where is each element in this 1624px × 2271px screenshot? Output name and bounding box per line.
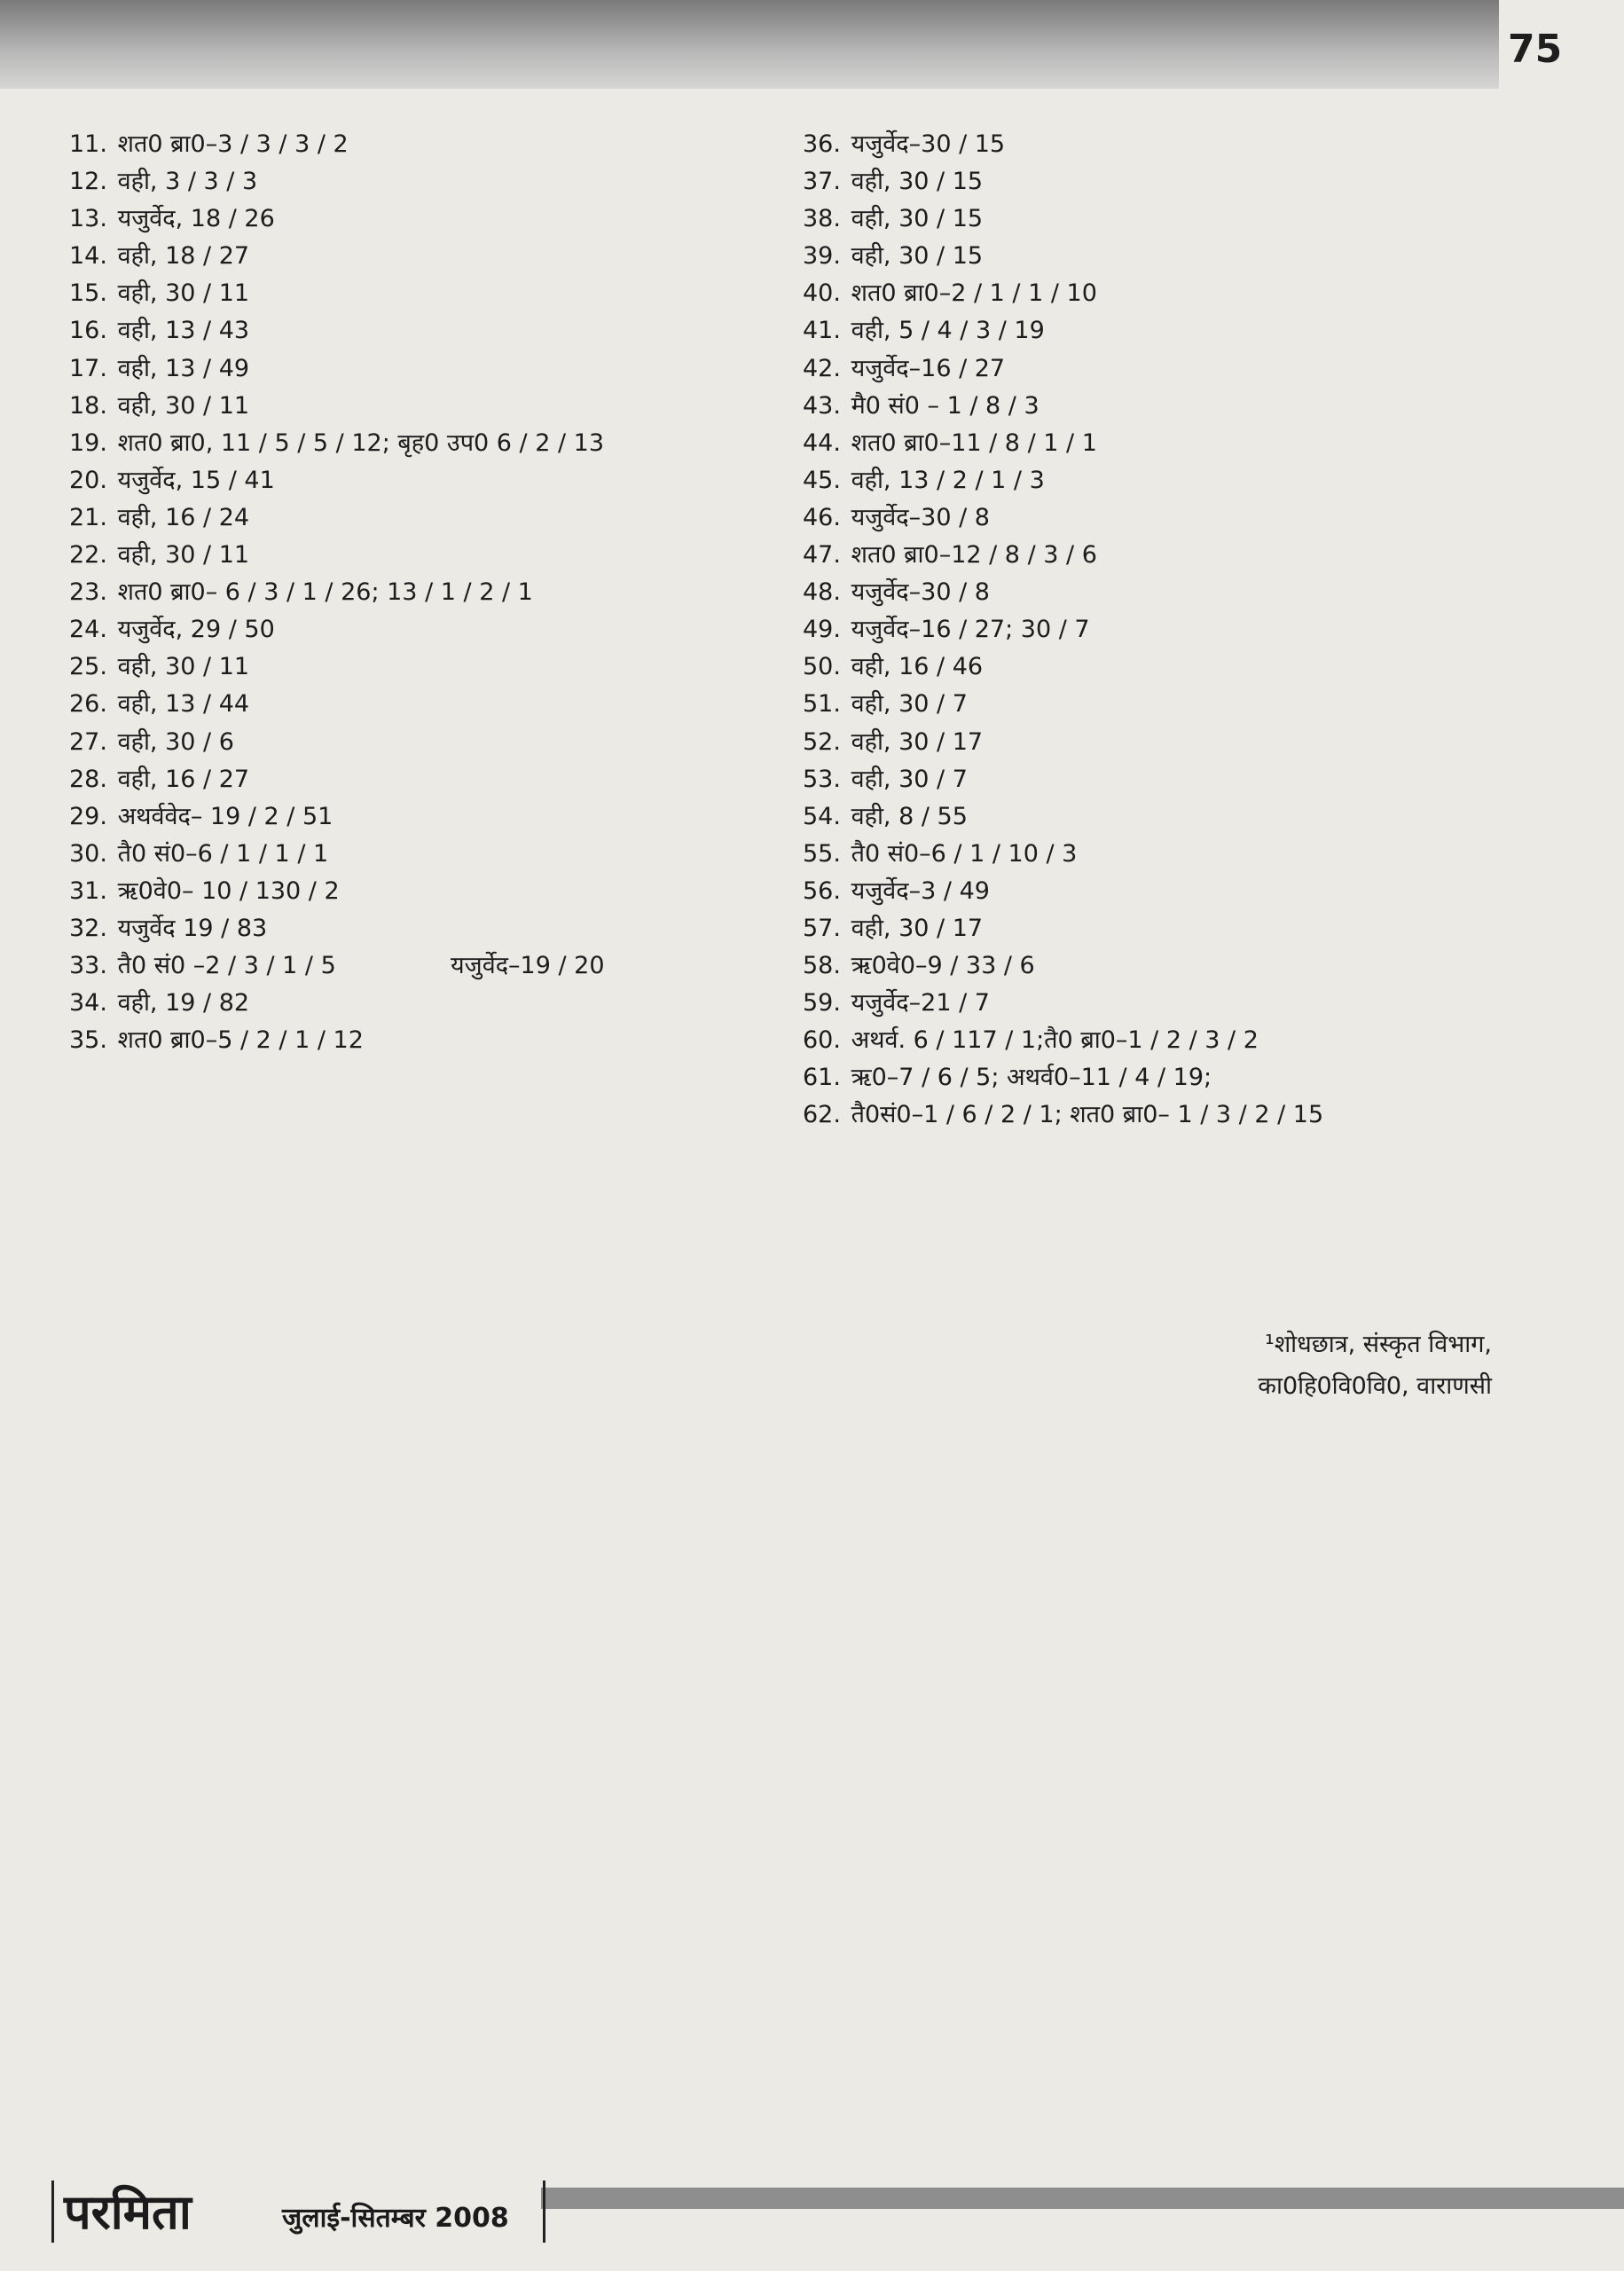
reference-text: यजुर्वेद–21 / 7 xyxy=(851,989,990,1018)
reference-number: 31. xyxy=(69,876,107,905)
reference-number: 23. xyxy=(69,578,107,607)
reference-number: 33. xyxy=(69,952,107,980)
reference-item xyxy=(803,836,1530,873)
reference-item xyxy=(803,1022,1530,1059)
reference-item xyxy=(803,425,1530,462)
reference-number: 52. xyxy=(803,727,841,756)
reference-number: 15. xyxy=(69,279,107,308)
reference-text: वही, 16 / 27 xyxy=(117,765,250,793)
reference-item xyxy=(803,910,1530,947)
reference-number: 40. xyxy=(803,279,841,308)
reference-number: 14. xyxy=(69,242,107,271)
reference-text: यजुर्वेद–30 / 15 xyxy=(851,130,1006,158)
reference-number: 34. xyxy=(69,989,107,1018)
reference-text: वही, 5 / 4 / 3 / 19 xyxy=(851,317,1045,345)
reference-text: शत0 ब्रा0–2 / 1 / 1 / 10 xyxy=(851,279,1097,308)
reference-number: 55. xyxy=(803,839,841,868)
reference-item xyxy=(803,724,1530,761)
reference-item xyxy=(69,499,796,537)
reference-item xyxy=(69,873,796,910)
reference-number: 20. xyxy=(69,466,107,494)
reference-text: वही, 3 / 3 / 3 xyxy=(117,168,258,196)
reference-number: 16. xyxy=(69,317,107,345)
footer-band xyxy=(541,2188,1624,2209)
reference-item xyxy=(803,611,1530,648)
reference-item xyxy=(803,163,1530,200)
reference-number: 39. xyxy=(803,242,841,271)
reference-number: 45. xyxy=(803,466,841,494)
reference-number: 41. xyxy=(803,317,841,345)
reference-item xyxy=(803,388,1530,425)
reference-item xyxy=(69,910,796,947)
reference-text: वही, 13 / 44 xyxy=(117,690,250,719)
reference-number: 26. xyxy=(69,690,107,719)
reference-text: शत0 ब्रा0–12 / 8 / 3 / 6 xyxy=(851,541,1097,570)
reference-text: वही, 16 / 24 xyxy=(117,503,250,531)
reference-text: वही, 18 / 27 xyxy=(117,242,250,271)
reference-number: 24. xyxy=(69,616,107,644)
author-affiliation-line-2: का0हि0वि0वि0, वाराणसी xyxy=(1258,1372,1492,1400)
reference-extra-text: यजुर्वेद–19 / 20 xyxy=(451,952,605,980)
reference-item xyxy=(803,947,1530,985)
reference-text: यजुर्वेद, 15 / 41 xyxy=(117,466,275,494)
reference-text: वही, 13 / 43 xyxy=(117,317,250,345)
reference-text: वही, 30 / 15 xyxy=(851,242,984,271)
reference-text: तै0सं0–1 / 6 / 2 / 1; शत0 ब्रा0– 1 / 3 / 2 / 15 xyxy=(851,1101,1324,1129)
reference-number: 37. xyxy=(803,168,841,196)
reference-text: शत0 ब्रा0–5 / 2 / 1 / 12 xyxy=(117,1026,364,1055)
reference-item xyxy=(69,537,796,574)
reference-item xyxy=(69,947,796,985)
reference-number: 54. xyxy=(803,802,841,830)
reference-number: 57. xyxy=(803,914,841,942)
reference-text: अथर्व. 6 / 117 / 1;तै0 ब्रा0–1 / 2 / 3 / 2 xyxy=(851,1026,1259,1055)
reference-item xyxy=(69,611,796,648)
reference-number: 51. xyxy=(803,690,841,719)
reference-text: वही, 13 / 2 / 1 / 3 xyxy=(851,466,1045,494)
reference-number: 30. xyxy=(69,839,107,868)
reference-item xyxy=(69,724,796,761)
reference-item xyxy=(803,686,1530,723)
reference-number: 44. xyxy=(803,428,841,457)
reference-number: 47. xyxy=(803,541,841,570)
reference-item xyxy=(69,200,796,238)
reference-text: यजुर्वेद–30 / 8 xyxy=(851,578,990,607)
issue-date: जुलाई-सितम्बर 2008 xyxy=(282,2203,509,2234)
reference-text: यजुर्वेद–30 / 8 xyxy=(851,503,990,531)
reference-text: शत0 ब्रा0–11 / 8 / 1 / 1 xyxy=(851,428,1097,457)
reference-text: शत0 ब्रा0–3 / 3 / 3 / 2 xyxy=(117,130,349,158)
reference-item xyxy=(803,873,1530,910)
reference-item xyxy=(69,985,796,1022)
reference-number: 25. xyxy=(69,653,107,681)
references-right-column xyxy=(803,126,1530,1135)
reference-item xyxy=(69,574,796,611)
page-footer xyxy=(0,2181,1624,2243)
reference-item xyxy=(803,238,1530,275)
reference-text: तै0 सं0 –2 / 3 / 1 / 5 xyxy=(117,952,336,980)
reference-text: यजुर्वेद–16 / 27; 30 / 7 xyxy=(851,616,1090,644)
reference-item xyxy=(69,350,796,388)
reference-text: ऋ0वे0–9 / 33 / 6 xyxy=(851,952,1035,980)
reference-text: वही, 30 / 7 xyxy=(851,765,968,793)
reference-item xyxy=(69,648,796,686)
reference-number: 18. xyxy=(69,391,107,420)
reference-number: 32. xyxy=(69,914,107,942)
reference-item xyxy=(69,126,796,163)
reference-number: 13. xyxy=(69,205,107,233)
reference-text: यजुर्वेद, 29 / 50 xyxy=(117,616,275,644)
reference-item xyxy=(69,1022,796,1059)
reference-text: वही, 30 / 7 xyxy=(851,690,968,719)
reference-text: मै0 सं0 – 1 / 8 / 3 xyxy=(851,391,1040,420)
reference-item xyxy=(803,1059,1530,1096)
reference-item xyxy=(803,537,1530,574)
reference-number: 42. xyxy=(803,354,841,382)
reference-item xyxy=(803,985,1530,1022)
reference-number: 11. xyxy=(69,130,107,158)
reference-item xyxy=(69,388,796,425)
reference-item xyxy=(803,200,1530,238)
reference-text: अथर्ववेद– 19 / 2 / 51 xyxy=(117,802,333,830)
reference-text: वही, 19 / 82 xyxy=(117,989,250,1018)
reference-text: वही, 30 / 17 xyxy=(851,914,984,942)
reference-number: 28. xyxy=(69,765,107,793)
reference-number: 53. xyxy=(803,765,841,793)
reference-item xyxy=(803,499,1530,537)
header-band xyxy=(0,0,1499,89)
reference-text: वही, 30 / 11 xyxy=(117,653,250,681)
reference-number: 60. xyxy=(803,1026,841,1055)
reference-number: 46. xyxy=(803,503,841,531)
reference-text: यजुर्वेद 19 / 83 xyxy=(117,914,268,942)
reference-number: 61. xyxy=(803,1064,841,1092)
reference-item xyxy=(69,425,796,462)
reference-text: वही, 30 / 6 xyxy=(117,727,234,756)
author-affiliation-line-1: ¹शोधछात्र, संस्कृत विभाग, xyxy=(1265,1331,1492,1358)
reference-item xyxy=(803,574,1530,611)
reference-number: 22. xyxy=(69,541,107,570)
footer-divider-right xyxy=(543,2181,545,2243)
page-number: 75 xyxy=(1508,27,1563,72)
reference-item xyxy=(69,163,796,200)
reference-text: यजुर्वेद, 18 / 26 xyxy=(117,205,275,233)
reference-text: वही, 16 / 46 xyxy=(851,653,984,681)
reference-item xyxy=(69,462,796,499)
reference-item xyxy=(69,798,796,836)
reference-text: यजुर्वेद–3 / 49 xyxy=(851,876,990,905)
reference-number: 43. xyxy=(803,391,841,420)
reference-item xyxy=(69,238,796,275)
reference-number: 35. xyxy=(69,1026,107,1055)
reference-text: ऋ0–7 / 6 / 5; अथर्व0–11 / 4 / 19; xyxy=(851,1064,1212,1092)
reference-item xyxy=(69,275,796,312)
reference-text: वही, 30 / 17 xyxy=(851,727,984,756)
reference-item xyxy=(803,312,1530,350)
journal-masthead: परमिता xyxy=(64,2184,192,2240)
reference-number: 62. xyxy=(803,1101,841,1129)
reference-number: 19. xyxy=(69,428,107,457)
reference-number: 29. xyxy=(69,802,107,830)
reference-item xyxy=(69,312,796,350)
footer-divider-left xyxy=(51,2181,54,2243)
reference-number: 48. xyxy=(803,578,841,607)
reference-item xyxy=(803,350,1530,388)
reference-item xyxy=(69,836,796,873)
reference-text: शत0 ब्रा0, 11 / 5 / 5 / 12; बृह0 उप0 6 / 2 / 13 xyxy=(117,428,605,457)
reference-item xyxy=(803,798,1530,836)
reference-number: 49. xyxy=(803,616,841,644)
references-left-column xyxy=(69,126,796,1059)
reference-item xyxy=(803,1096,1530,1134)
reference-text: यजुर्वेद–16 / 27 xyxy=(851,354,1006,382)
reference-text: तै0 सं0–6 / 1 / 10 / 3 xyxy=(851,839,1078,868)
reference-number: 27. xyxy=(69,727,107,756)
reference-text: वही, 13 / 49 xyxy=(117,354,250,382)
reference-text: वही, 30 / 15 xyxy=(851,205,984,233)
reference-item xyxy=(803,462,1530,499)
reference-text: वही, 30 / 11 xyxy=(117,541,250,570)
reference-text: वही, 30 / 11 xyxy=(117,391,250,420)
reference-text: ऋ0वे0– 10 / 130 / 2 xyxy=(117,876,340,905)
reference-number: 38. xyxy=(803,205,841,233)
reference-text: तै0 सं0–6 / 1 / 1 / 1 xyxy=(117,839,329,868)
reference-item xyxy=(803,126,1530,163)
reference-number: 21. xyxy=(69,503,107,531)
reference-number: 50. xyxy=(803,653,841,681)
reference-item xyxy=(803,761,1530,798)
reference-item xyxy=(69,761,796,798)
reference-text: वही, 8 / 55 xyxy=(851,802,968,830)
reference-number: 12. xyxy=(69,168,107,196)
reference-item xyxy=(69,686,796,723)
reference-text: वही, 30 / 11 xyxy=(117,279,250,308)
reference-number: 36. xyxy=(803,130,841,158)
reference-item xyxy=(803,275,1530,312)
reference-item xyxy=(803,648,1530,686)
reference-number: 58. xyxy=(803,952,841,980)
reference-number: 56. xyxy=(803,876,841,905)
reference-number: 17. xyxy=(69,354,107,382)
reference-text: शत0 ब्रा0– 6 / 3 / 1 / 26; 13 / 1 / 2 / 1 xyxy=(117,578,533,607)
reference-text: वही, 30 / 15 xyxy=(851,168,984,196)
reference-number: 59. xyxy=(803,989,841,1018)
